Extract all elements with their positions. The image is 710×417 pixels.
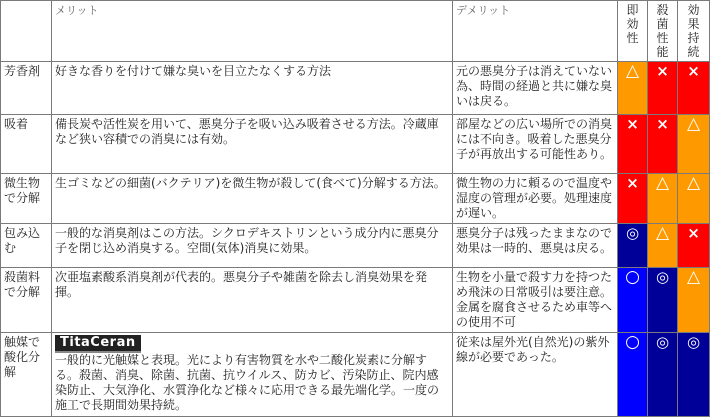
method-cell: 触媒で酸化分解 xyxy=(1,333,52,417)
header-demerit: デメリット xyxy=(453,1,618,62)
demerit-cell: 従来は屋外光(自然光)の紫外線が必要であった。 xyxy=(453,333,618,417)
demerit-cell: 悪臭分子は残ったままなので効果は一時的、悪臭は戻る。 xyxy=(453,224,618,268)
rating-sokkou xyxy=(618,224,648,268)
rating-sokkou xyxy=(618,62,648,115)
rating-sakkin xyxy=(648,224,678,268)
rating-jizoku xyxy=(678,333,710,417)
header-sakkin-label: 殺菌性能 xyxy=(656,3,669,59)
method-cell: 包み込む xyxy=(1,224,52,268)
rating-mark: ◎ xyxy=(655,333,670,351)
merit-text: 一般的に光触媒と表現。光により有害物質を水や二酸化炭素に分解する。殺菌、消臭、除菌、抗菌、抗ウイルス、防カビ、汚染防止、院内感染防止、大気浄化、水質浄化など様々に応用できる最先端化学。一度の施工で長期間効果持続。 xyxy=(55,353,440,412)
rating-sokkou xyxy=(618,268,648,333)
method-cell: 芳香剤 xyxy=(1,62,52,115)
header-jizoku-label: 効果持続 xyxy=(687,3,700,59)
rating-mark: △ xyxy=(655,223,670,243)
rating-jizoku xyxy=(678,268,710,333)
rating-mark: △ xyxy=(655,173,670,193)
rating-mark: △ xyxy=(686,267,701,287)
demerit-cell: 部屋などの広い場所での消臭には不向き。吸着した悪臭分子が再放出する可能性あり。 xyxy=(453,115,618,174)
table-row xyxy=(1,224,710,268)
header-jizoku xyxy=(678,1,710,62)
method-cell: 殺菌料で分解 xyxy=(1,268,52,333)
rating-jizoku xyxy=(678,174,710,224)
header-sokkou-label: 即効性 xyxy=(626,3,639,45)
header-merit: メリット xyxy=(52,1,453,62)
rating-sokkou xyxy=(618,115,648,174)
rating-mark: ○ xyxy=(625,332,640,352)
table-row xyxy=(1,62,710,115)
rating-mark: × xyxy=(656,115,669,133)
rating-mark: ○ xyxy=(625,267,640,287)
table-row xyxy=(1,333,710,417)
rating-mark: △ xyxy=(686,114,701,134)
rating-mark: × xyxy=(626,174,639,192)
rating-mark: × xyxy=(626,115,639,133)
rating-mark: × xyxy=(687,224,700,242)
merit-cell: 一般的な消臭剤はこの方法。シクロデキストリンという成分内に悪臭分子を閉じ込め消臭する。空間(気体)消臭に効果。 xyxy=(52,224,453,268)
table-row xyxy=(1,268,710,333)
demerit-cell: 元の悪臭分子は消えていない為、時間の経過と共に嫌な臭いは戻る。 xyxy=(453,62,618,115)
merit-cell: 生ゴミなどの細菌(バクテリア)を微生物が殺して(食べて)分解する方法。 xyxy=(52,174,453,224)
rating-jizoku xyxy=(678,115,710,174)
table-row xyxy=(1,174,710,224)
method-cell: 吸着 xyxy=(1,115,52,174)
rating-mark: ◎ xyxy=(686,333,701,351)
rating-jizoku xyxy=(678,224,710,268)
rating-mark: ◎ xyxy=(655,268,670,286)
titaceran-logo: TitaCeran xyxy=(55,335,141,353)
rating-mark: △ xyxy=(686,173,701,193)
merit-cell: 好きな香りを付けて嫌な臭いを目立たなくする方法 xyxy=(52,62,453,115)
rating-mark: ◎ xyxy=(625,224,640,242)
rating-sakkin xyxy=(648,174,678,224)
header-row xyxy=(1,1,710,62)
rating-mark: △ xyxy=(625,61,640,81)
header-sokkou xyxy=(618,1,648,62)
rating-mark: × xyxy=(687,62,700,80)
header-sakkin xyxy=(648,1,678,62)
rating-mark: × xyxy=(656,62,669,80)
merit-cell: 備長炭や活性炭を用いて、悪臭分子を吸い込み吸着させる方法。冷蔵庫など狭い容積での消臭には有効。 xyxy=(52,115,453,174)
demerit-cell: 生物を小量で殺す力を持つため飛沫の日常吸引は要注意。金属を腐食させるため車等への使用不可 xyxy=(453,268,618,333)
header-blank-cell xyxy=(1,1,52,62)
rating-sokkou xyxy=(618,333,648,417)
table-row xyxy=(1,115,710,174)
merit-cell xyxy=(52,333,453,417)
rating-sakkin xyxy=(648,115,678,174)
rating-jizoku xyxy=(678,62,710,115)
rating-sokkou xyxy=(618,174,648,224)
method-cell: 微生物で分解 xyxy=(1,174,52,224)
demerit-cell: 微生物の力に頼るので温度や湿度の管理が必要。処理速度が遅い。 xyxy=(453,174,618,224)
merit-cell: 次亜塩素酸系消臭剤が代表的。悪臭分子や雑菌を除去し消臭効果を発揮。 xyxy=(52,268,453,333)
rating-sakkin xyxy=(648,62,678,115)
rating-sakkin xyxy=(648,333,678,417)
rating-sakkin xyxy=(648,268,678,333)
